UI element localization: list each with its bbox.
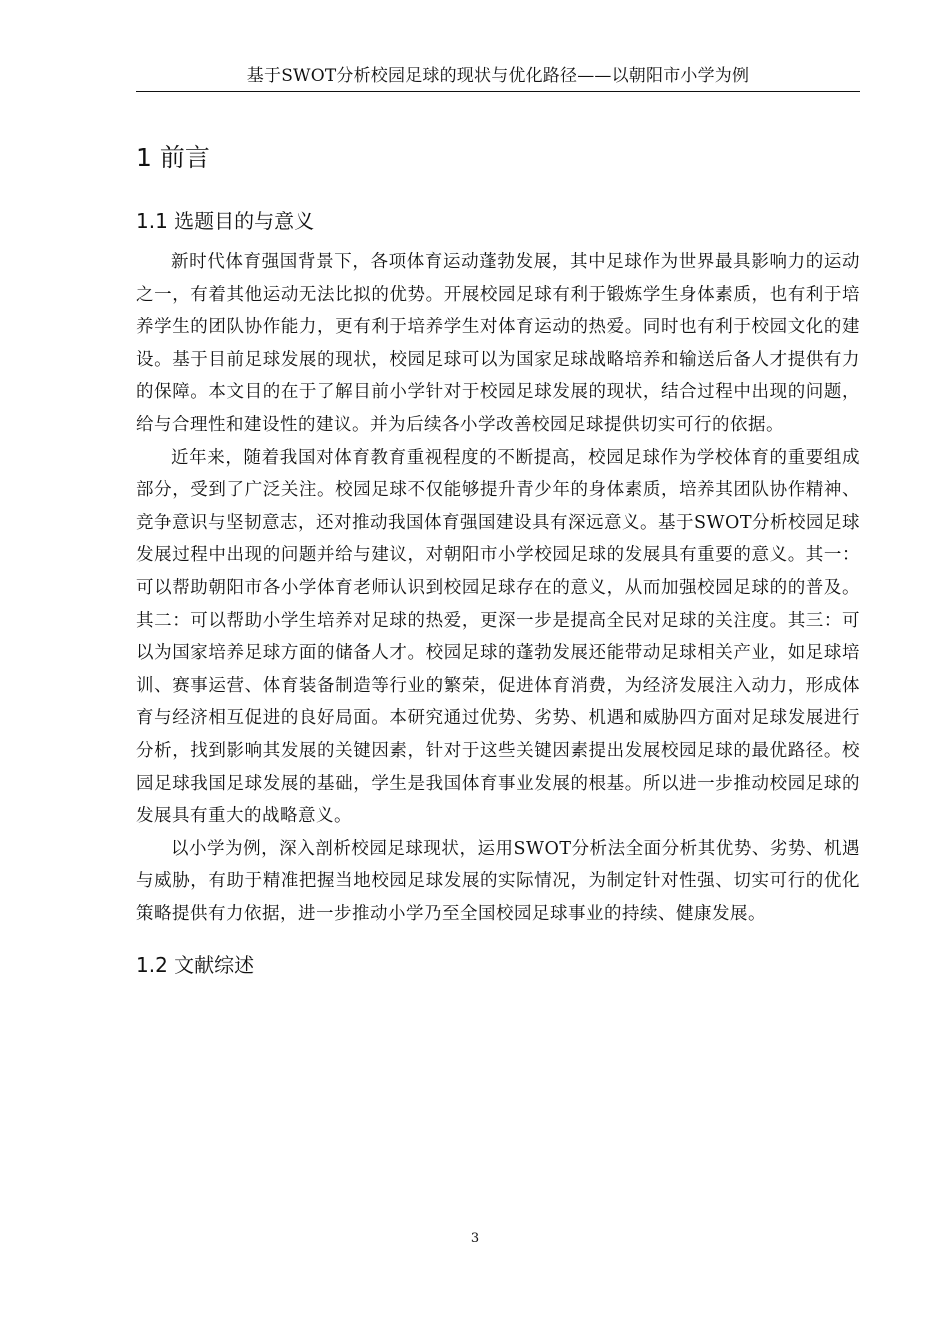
paragraph-3: 以小学为例，深入剖析校园足球现状，运用SWOT分析法全面分析其优势、劣势、机遇与威胁，有助于精准把握当地校园足球发展的实际情况，为制定针对性强、切实可行的优化策略提供有力依据，进一步推动小学乃至全国校园足球事业的持续、健康发展。 <box>136 838 860 924</box>
header-rule <box>136 91 860 92</box>
section-title: 1 前言 <box>136 143 210 172</box>
subsection-title-1-2: 1.2 文献综述 <box>136 953 255 978</box>
subsection-title-1-1: 1.1 选题目的与意义 <box>136 209 315 233</box>
running-header: 基于SWOT分析校园足球的现状与优化路径——以朝阳市小学为例 <box>246 66 750 86</box>
main-content <box>136 140 860 990</box>
paragraph-2: 近年来，随着我国对体育教育重视程度的不断提高，校园足球作为学校体育的重要组成部分，受到了广泛关注。校园足球不仅能够提升青少年的身体素质，培养其团队协作精神、竞争意识与坚韧意志，还对推动我国体育强国建设具有深远意义。基于SWOT分析校园足球发展过程中出现的问题并给与建议，对朝阳市小学校园足球的发展具有重要的意义。其一：可以帮助朝阳市各小学体育老师认识到校园足球存在的意义，从而加强校园足球的的普及。其二：可以帮助小学生培养对足球的热爱，更深一步是提高全民对足球的关注度。其三：可以为国家培养足球方面的储备人才。校园足球的蓬勃发展还能带动足球相关产业，如足球培训、赛事运营、体育装备制造等行业的繁荣，促进体育消费，为经济发展注入动力，形成体育与经济相互促进的良好局面。本研究通过优势、劣势、机遇和威胁四方面对足球发展进行分析，找到影响其发展的关键因素，针对于这些关键因素提出发展校园足球的最优路径。校园足球我国足球发展的基础，学生是我国体育事业发展的根基。所以进一步推动校园足球的发展具有重大的战略意义。 <box>136 447 860 827</box>
page-number: 3 <box>470 1231 480 1246</box>
paragraph-1: 新时代体育强国背景下，各项体育运动蓬勃发展，其中足球作为世界最具影响力的运动之一，有着其他运动无法比拟的优势。开展校园足球有利于锻炼学生身体素质，也有利于培养学生的团队协作能力，更有利于培养学生对体育运动的热爱。同时也有利于校园文化的建设。基于目前足球发展的现状，校园足球可以为国家足球战略培养和输送后备人才提供有力的保障。本文目的在于了解目前小学针对于校园足球发展的现状，结合过程中出现的问题，给与合理性和建设性的建议。并为后续各小学改善校园足球提供切实可行的依据。 <box>136 252 860 435</box>
